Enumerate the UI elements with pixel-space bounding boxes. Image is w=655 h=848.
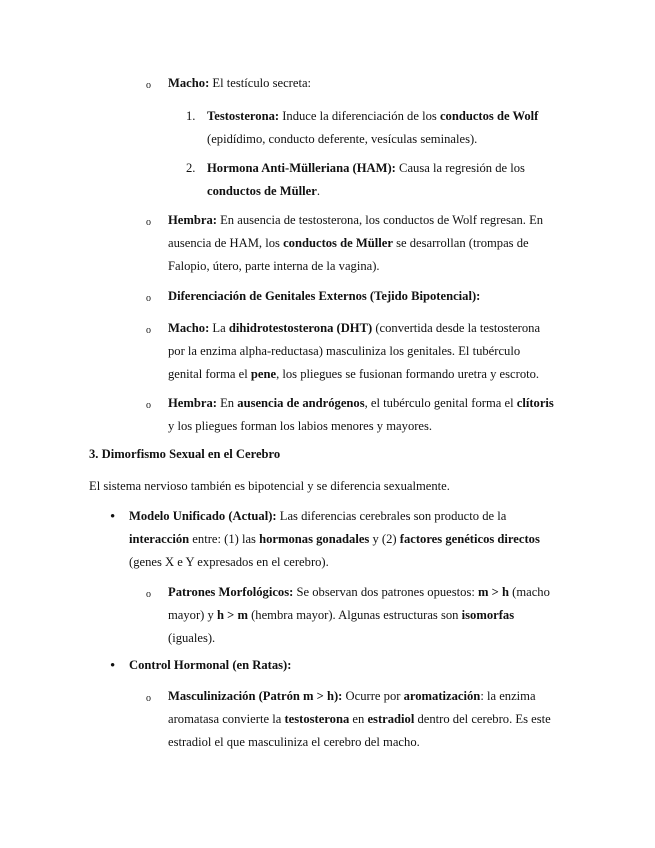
list-item-masculinizacion xyxy=(168,685,551,754)
term-label: Control Hormonal (en Ratas): xyxy=(129,658,292,672)
list-item-ham xyxy=(207,157,525,203)
text-run: , los pliegues se fusionan formando uretra y escroto. xyxy=(276,367,540,381)
intro-paragraph xyxy=(89,475,450,498)
text-run: y los pliegues forman los labios menores y mayores. xyxy=(168,419,433,433)
text-run: Las diferencias cerebrales son producto de la xyxy=(276,509,507,523)
bold-term: dihidrotestosterona (DHT) xyxy=(228,321,373,335)
text-run: . xyxy=(316,184,320,198)
text-run: (genes X e Y expresados en el cerebro). xyxy=(129,555,329,569)
term-label: Hormona Anti-Mülleriana (HAM): xyxy=(207,161,396,175)
term-label: Macho: xyxy=(168,321,210,335)
bullet-circle-marker: o xyxy=(146,325,151,336)
text-run: y (2) xyxy=(369,532,400,546)
bold-term: pene xyxy=(250,367,277,381)
text-run: (epidídimo, conducto deferente, vesículas seminales). xyxy=(207,132,478,146)
bold-term: h > m xyxy=(216,608,248,622)
text-run: Ocurre por xyxy=(342,689,404,703)
text-run: aromatasa convierte la xyxy=(168,712,285,726)
bullet-circle-marker: o xyxy=(146,693,151,704)
text-run: (convertida desde la testosterona xyxy=(372,321,541,335)
bold-term: ausencia de andrógenos xyxy=(237,396,365,410)
text-run: El testículo secreta: xyxy=(209,76,312,90)
numbered-marker-1: 1. xyxy=(186,109,196,123)
bold-term: conductos de Wolf xyxy=(439,109,539,123)
term-label: Hembra: xyxy=(168,396,217,410)
list-item-modelo-unificado xyxy=(129,505,540,574)
bold-term: aromatización xyxy=(403,689,481,703)
text-run: mayor) y xyxy=(168,608,217,622)
text-run: ausencia de HAM, los xyxy=(168,236,284,250)
bold-term: hormonas gonadales xyxy=(259,532,370,546)
list-item-diferenciacion xyxy=(168,285,480,308)
text-run: (iguales). xyxy=(168,631,216,645)
bold-term: estradiol xyxy=(367,712,415,726)
list-item-testosterona xyxy=(207,105,538,151)
list-item-control-hormonal xyxy=(129,654,291,677)
text-run: por la enzima alpha-reductasa) masculiniza los genitales. El tubérculo xyxy=(168,344,521,358)
text-run: La xyxy=(209,321,229,335)
bullet-circle-marker: o xyxy=(146,217,151,228)
text-run: En xyxy=(216,396,238,410)
text-run: estradiol el que masculiniza el cerebro del macho. xyxy=(168,735,420,749)
term-label: Macho: xyxy=(168,76,210,90)
text-run: en xyxy=(349,712,368,726)
bold-term: interacción xyxy=(129,532,190,546)
text-run: El sistema nervioso también es bipotencial y se diferencia sexualmente. xyxy=(89,479,450,493)
bold-term: factores genéticos directos xyxy=(399,532,540,546)
text-run: se desarrollan (trompas de xyxy=(392,236,529,250)
section-heading xyxy=(89,443,280,466)
term-label: Hembra: xyxy=(168,213,217,227)
list-item-macho-testiculo xyxy=(168,72,311,95)
bullet-circle-marker: o xyxy=(146,80,151,91)
section-heading-text: 3. Dimorfismo Sexual en el Cerebro xyxy=(89,447,281,461)
bullet-circle-marker: o xyxy=(146,293,151,304)
text-run: (hembra mayor). Algunas estructuras son xyxy=(247,608,462,622)
text-run: genital forma el xyxy=(168,367,251,381)
numbered-marker-2: 2. xyxy=(186,161,196,175)
bullet-circle-marker: o xyxy=(146,400,151,411)
list-item-hembra-androgenos xyxy=(168,392,554,438)
list-item-macho-dht xyxy=(168,317,540,386)
text-run: Se observan dos patrones opuestos: xyxy=(293,585,479,599)
text-run: : la enzima xyxy=(480,689,536,703)
term-label: Masculinización (Patrón m > h): xyxy=(168,689,343,703)
bullet-disc-marker: • xyxy=(110,509,116,525)
text-run: (macho xyxy=(508,585,550,599)
bold-term: testosterona xyxy=(284,712,350,726)
term-label: Patrones Morfológicos: xyxy=(168,585,294,599)
bold-term: clítoris xyxy=(516,396,554,410)
text-run: Induce la diferenciación de los xyxy=(279,109,440,123)
subheading: Diferenciación de Genitales Externos (Tejido Bipotencial): xyxy=(168,289,481,303)
list-item-patrones xyxy=(168,581,550,650)
text-run: Falopio, útero, parte interna de la vagina). xyxy=(168,259,380,273)
text-run: En ausencia de testosterona, los conductos de Wolf regresan. En xyxy=(216,213,544,227)
text-run: , el tubérculo genital forma el xyxy=(364,396,517,410)
term-label: Testosterona: xyxy=(207,109,280,123)
bold-term: isomorfas xyxy=(461,608,515,622)
text-run: dentro del cerebro. Es este xyxy=(414,712,551,726)
text-run: entre: (1) las xyxy=(189,532,260,546)
bold-term: m > h xyxy=(478,585,509,599)
bold-term: conductos de Müller xyxy=(207,184,317,198)
list-item-hembra-conductos xyxy=(168,209,543,278)
bullet-circle-marker: o xyxy=(146,589,151,600)
text-run: Causa la regresión de los xyxy=(395,161,525,175)
term-label: Modelo Unificado (Actual): xyxy=(129,509,277,523)
bullet-disc-marker: • xyxy=(110,658,116,674)
bold-term: conductos de Müller xyxy=(283,236,393,250)
